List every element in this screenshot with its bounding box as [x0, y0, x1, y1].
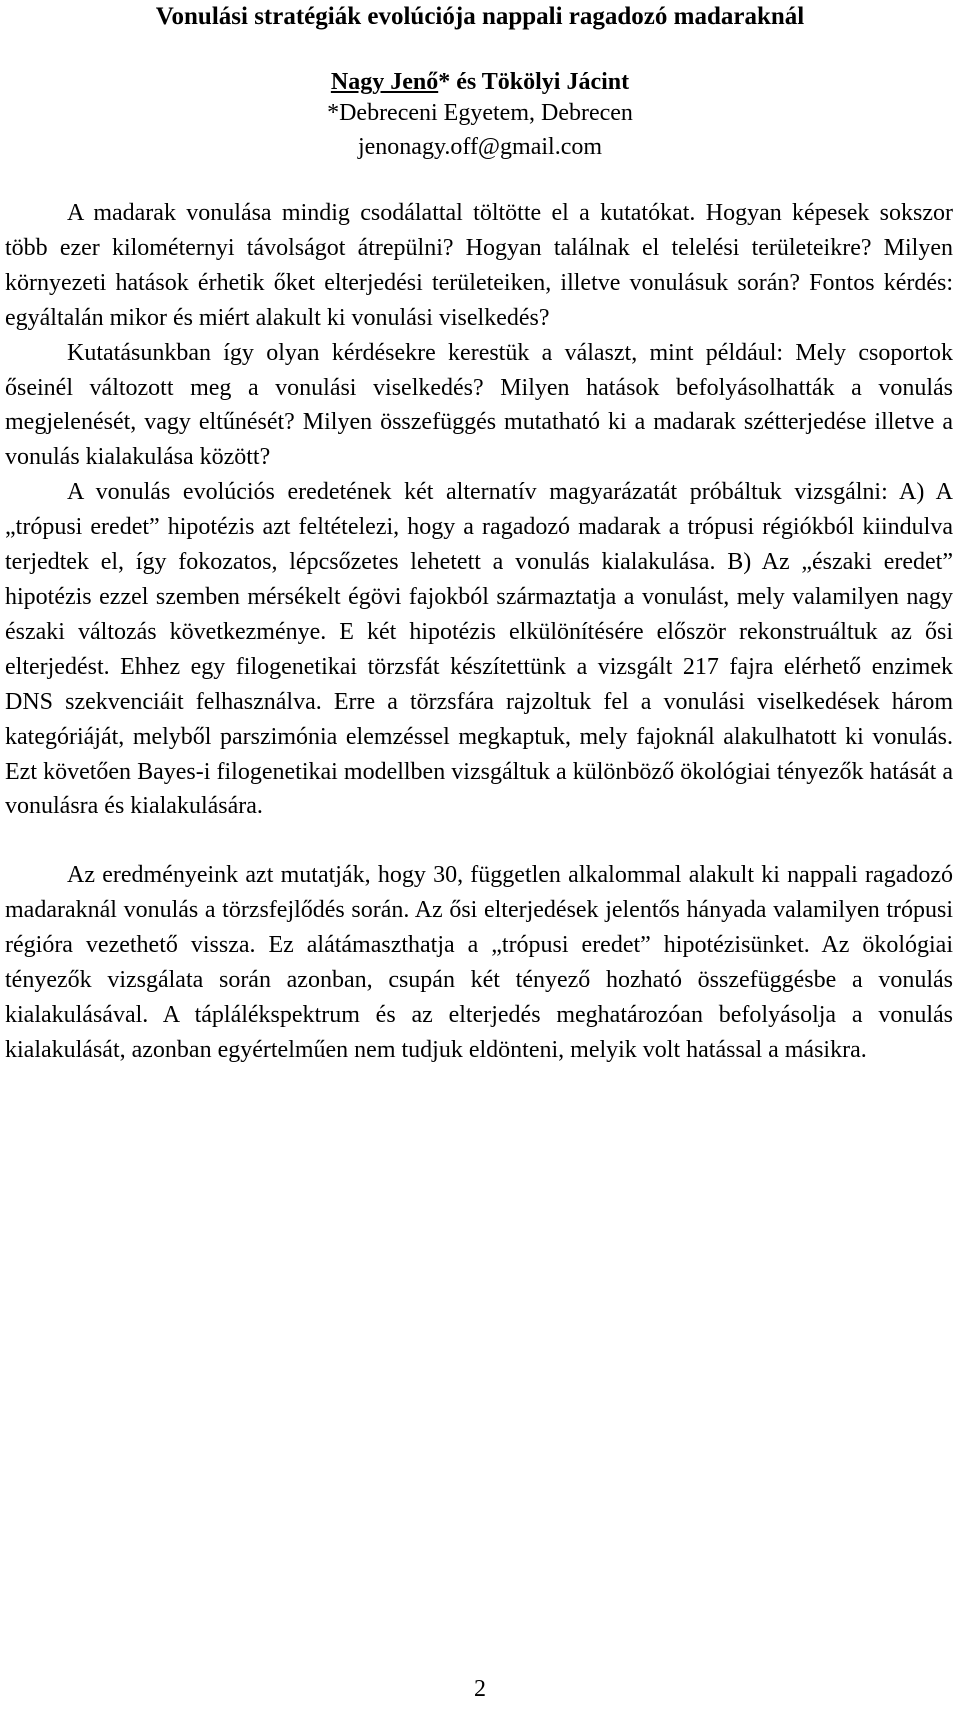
author-line	[0, 67, 960, 97]
abstract-paragraph-1: A madarak vonulása mindig csodálattal töltötte el a kutatókat. Hogyan képesek sokszor több ezer kilométernyi távolságot átrepülni? Hogyan találnak el telelési területeikre? Milyen környezeti hatások érhetik őket elterjedési területeiken, illetve vonulásuk során? Fontos kérdés: egyáltalán mikor és miért alakult ki vonulási viselkedés?	[5, 200, 953, 331]
abstract-paragraph-2: Kutatásunkban így olyan kérdésekre kerestük a választ, mint például: Mely csoportok őseinél változott meg a vonulási viselkedés? Milyen hatások befolyásolhatták a vonulás megjelenését, vagy eltűnését? Milyen összefüggés mutatható ki a madarak szétterjedése illetve a vonulás kialakulása között?	[5, 339, 953, 471]
paper-title: Vonulási stratégiák evolúciója nappali ragadozó madaraknál	[155, 3, 805, 30]
abstract-body	[5, 196, 953, 1068]
abstract-paragraph-4: Az eredményeink azt mutatják, hogy 30, független alkalommal alakult ki nappali ragadozó madaraknál vonulás a törzsfejlődés során. Az ősi elterjedések jelentős hányada valamilyen trópusi régióra vezethető vissza. Ez alátámaszthatja a „trópusi eredet” hipotézisünket. Az ökológiai tényezők vizsgálata során azonban, csupán két tényező hozható összefüggésbe a vonulás kialakulásával. A táplálékspektrum és az elterjedés meghatározóan befolyásolja a vonulás kialakulását, azonban egyértelműen nem tudjuk eldönteni, melyik volt hatással a másikra.	[5, 862, 953, 1063]
page-number: 2	[474, 1676, 486, 1702]
contact-email: jenonagy.off@gmail.com	[357, 134, 603, 160]
co-author-names: * és Tökölyi Jácint	[438, 69, 630, 95]
abstract-paragraph-3: A vonulás evolúciós eredetének két alternatív magyarázatát próbáltuk vizsgálni: A) A „trópusi eredet” hipotézis azt feltételezi, hogy a ragadozó madarak a trópusi régiókból kiindulva terjedtek el, így fokozatos, lépcsőzetes lehetett a vonulás kialakulása. B) Az „északi eredet” hipotézis ezzel szemben mérsékelt égövi fajokból származtatja a vonulást, mely valamilyen nagy északi változás következménye. E két hipotézis elkülönítésére először rekonstruáltuk az ősi elterjedést. Ehhez egy filogenetikai törzsfát készítettünk a vizsgált 217 fajra elérhető enzimek DNS szekvenciáit felhasználva. Erre a törzsfára rajzoltuk fel a vonulási viselkedések három kategóriáját, melyből parszimónia elemzéssel megkaptuk, mely fajoknál alakulhatott ki vonulás. Ezt követően Bayes-i filogenetikai modellben vizsgáltuk a különböző ökológiai tényezők hatását a vonulásra és kialakulására.	[5, 479, 953, 820]
first-author-name: Nagy Jenő	[330, 69, 439, 95]
affiliation: *Debreceni Egyetem, Debrecen	[327, 100, 633, 126]
